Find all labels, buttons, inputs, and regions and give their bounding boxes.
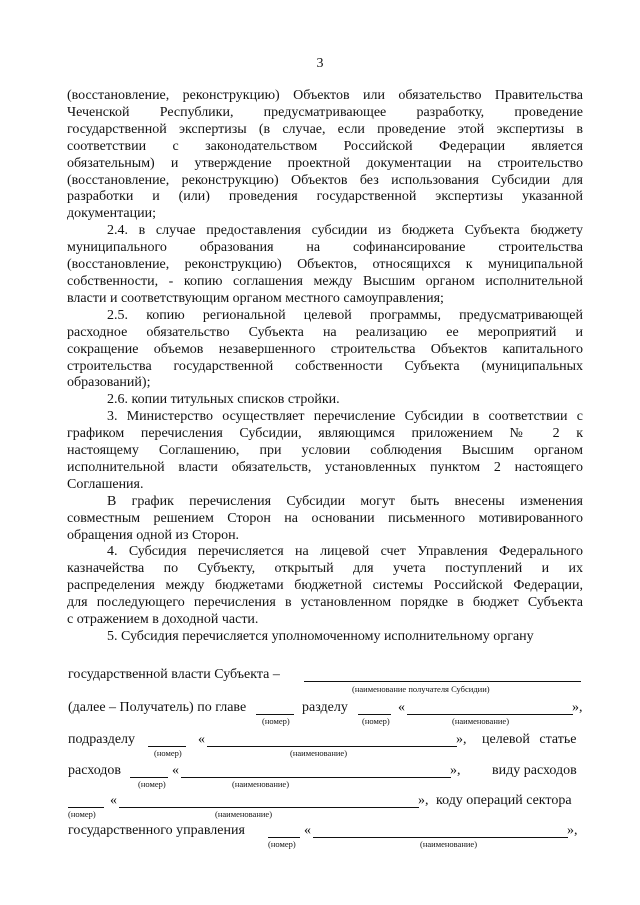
section-quote-open: « [398, 700, 405, 715]
section-number-caption: (номер) [362, 716, 390, 726]
subsection-name-caption: (наименование) [290, 748, 348, 758]
gov-management-number-caption: (номер) [268, 839, 296, 849]
expense-type-number-caption: (номер) [68, 809, 96, 819]
chapter-number-caption: (номер) [262, 716, 290, 726]
text-line: обращения одной из Сторон. [67, 527, 240, 543]
gov-management-quote-close: », [567, 823, 578, 838]
expense-type-name-caption: (наименование) [215, 809, 273, 819]
text-line: 4. Субсидия перечисляется на лицевой счет Управления Федерального [107, 544, 583, 560]
subsection-number-field[interactable] [148, 746, 186, 747]
subsection-quote-open: « [198, 732, 205, 747]
expense-type-number-field[interactable] [68, 807, 104, 808]
text-line: казначейства по Субъекту, открытый для учета поступлений и их [67, 561, 583, 577]
gov-management-name-caption: (наименование) [420, 839, 478, 849]
gov-management-quote-open: « [304, 823, 311, 838]
text-line: расходное обязательство Субъекта на реализацию ее мероприятий и [67, 324, 583, 340]
text-line: 2.5. копию региональной целевой программы, предусматривающей [107, 307, 583, 323]
text-line: с отражением в доходной части. [67, 612, 259, 628]
text-line: Соглашения. [67, 476, 144, 492]
expenses-quote-close: », [450, 763, 461, 778]
expenses-number-caption: (номер) [138, 779, 166, 789]
text-line: обязательным) и утверждение проектной документации на строительство [67, 155, 583, 171]
subsection-name-field[interactable] [207, 746, 457, 747]
section-name-field[interactable] [407, 714, 573, 715]
text-line: разработки и (или) проведения государственной экспертизы указанной [67, 189, 583, 205]
subsection-label: подразделу [68, 732, 136, 747]
section-name-caption: (наименование) [452, 716, 510, 726]
page-number: 3 [316, 56, 324, 71]
expenses-quote-open: « [172, 763, 179, 778]
subsection-number-caption: (номер) [154, 748, 182, 758]
text-line: (восстановление, реконструкцию) Объектов, относящихся к муниципальной [67, 257, 583, 273]
text-line: образований); [67, 375, 151, 391]
text-line: власти и соответствующим органом местного самоуправления; [67, 290, 444, 306]
chapter-label: (далее – Получатель) по главе [68, 700, 247, 715]
text-line: распределения между бюджетами бюджетной системы Российской Федерации, [67, 578, 583, 594]
text-line: Чеченской Республики, предусматривающее разработку, проведение [67, 104, 583, 120]
text-line: для последующего перечисления в установленном порядке в бюджет Субъекта [67, 595, 583, 611]
recipient-name-caption: (наименование получателя Субсидии) [352, 684, 490, 694]
text-line: (восстановление, реконструкцию) Объектов или обязательство Правительства [67, 88, 583, 103]
text-line: совместным решением Сторон на основании письменного мотивированного [67, 510, 583, 526]
text-line: соответствии с законодательством Российской Федерации является [67, 138, 583, 154]
section-label: разделу [302, 700, 348, 715]
text-line: муниципального образования на софинансирование строительства [67, 240, 583, 256]
text-line: 5. Субсидия перечисляется уполномоченному исполнительному органу [107, 629, 534, 644]
text-line: 2.6. копии титульных списков стройки. [107, 392, 340, 408]
section-quote-close: », [572, 700, 583, 715]
section-number-field[interactable] [358, 714, 391, 715]
text-line: строительства государственной собственности Субъекта (муниципальных [67, 358, 583, 374]
chapter-number-field[interactable] [256, 714, 294, 715]
text-line: графиком перечисления Субсидии, являющимся приложением № 2 к [67, 426, 583, 442]
text-line: 2.4. в случае предоставления субсидии из бюджета Субъекта бюджету [107, 223, 583, 239]
operation-code-label: коду операций сектора [436, 793, 572, 808]
gov-management-number-field[interactable] [268, 837, 300, 838]
expenses-number-field[interactable] [130, 777, 168, 778]
text-line: В график перечисления Субсидии могут быть внесены изменения [107, 493, 583, 509]
expenses-name-field[interactable] [181, 777, 451, 778]
gov-management-name-field[interactable] [313, 837, 568, 838]
text-line: сокращение объемов незавершенного строительства Объектов капитального [67, 341, 583, 357]
expenses-name-caption: (наименование) [232, 779, 290, 789]
expense-type-quote-open: « [110, 793, 117, 808]
text-line: (восстановление, реконструкцию) Объектов без использования Субсидии для [67, 172, 583, 188]
expenses-label: расходов [68, 763, 122, 778]
text-line: государственной экспертизы (в случае, если проведение этой экспертизы в [67, 121, 583, 137]
recipient-label: государственной власти Субъекта – [68, 667, 280, 682]
document-body [67, 88, 583, 646]
gov-management-label: государственного управления [68, 823, 245, 838]
text-line: документации; [67, 206, 156, 222]
expense-type-name-field[interactable] [119, 807, 419, 808]
expense-type-quote-close: », [418, 793, 429, 808]
recipient-name-field[interactable] [304, 681, 581, 682]
expense-type-label: виду расходов [492, 763, 577, 778]
text-line: собственности, - копию соглашения между Высшим органом исполнительной [67, 273, 583, 289]
text-line: исполнительной власти обязательств, установленных пунктом 2 настоящего [67, 459, 583, 475]
text-line: 3. Министерство осуществляет перечисление Субсидии в соответствии с [107, 409, 583, 425]
text-line: настоящему Соглашению, при условии соблюдения Высшим органом [67, 443, 583, 459]
subsection-quote-close: », [456, 732, 467, 747]
target-article-label: целевой статье [482, 732, 577, 747]
